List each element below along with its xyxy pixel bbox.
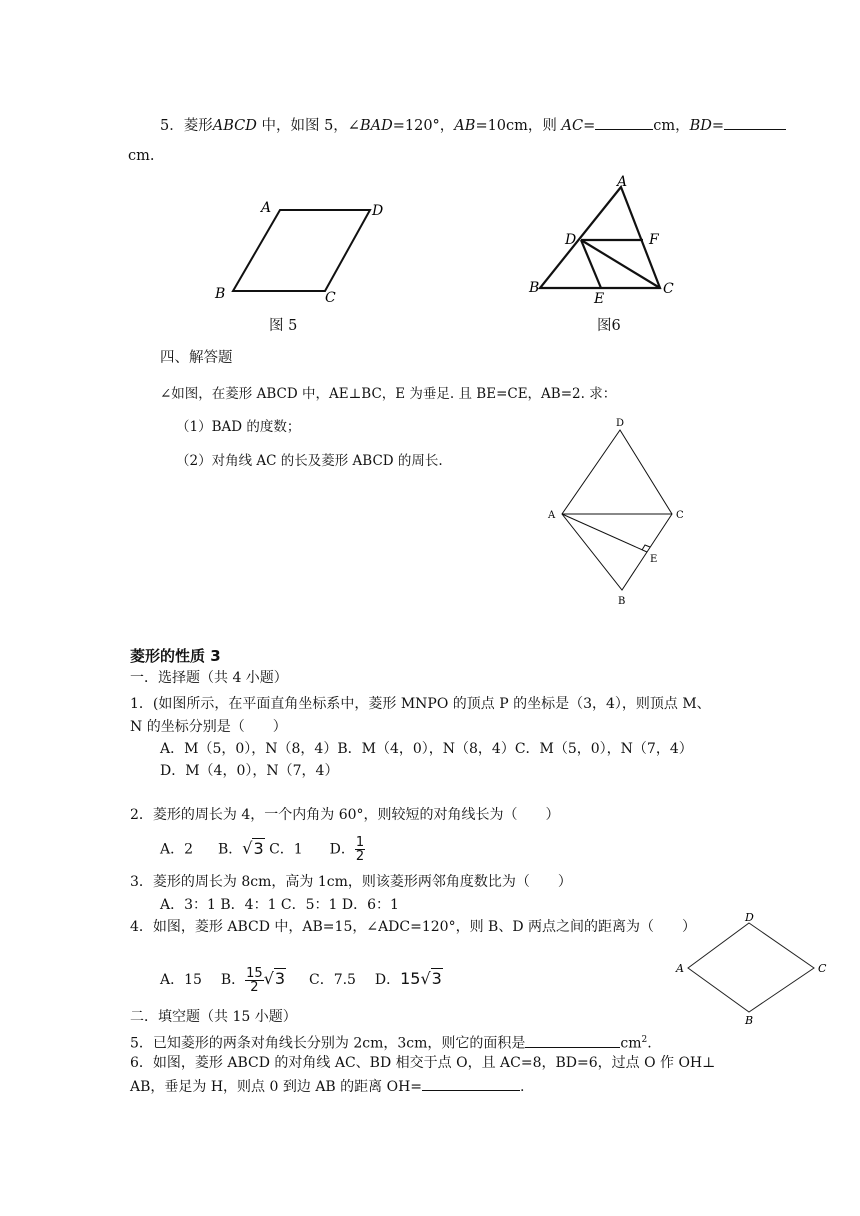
q5-fill-text: 5．已知菱形的两条对角线长分别为 2cm，3cm，则它的面积是 <box>130 1035 526 1052</box>
part3-q3-options: A．3：1 B．4：1 C．5：1 D．6：1 <box>160 897 399 913</box>
q2-option-c: C．1 <box>269 841 303 858</box>
fig5-label-b: B <box>215 286 226 302</box>
q4-label-b: B <box>745 1014 754 1027</box>
q4-label-d: D <box>745 911 754 924</box>
part3-q6-line1: 6．如图，菱形 ABCD 的对角线 AC、BD 相交于点 O，且 AC=8，BD=6，过点 O 作 OH⊥ <box>130 1055 716 1071</box>
q5-fill-blank[interactable] <box>525 1033 620 1048</box>
q5-fill-superscript: 2 <box>641 1035 648 1045</box>
part3-q5 <box>130 1030 652 1054</box>
part3-q2: 2．菱形的周长为 4，一个内角为 60°，则较短的对角线长为（ ） <box>130 807 560 823</box>
fig5-label-a: A <box>261 200 272 216</box>
fig6-triangle <box>540 187 660 288</box>
q5-top-line2: cm. <box>128 148 155 164</box>
q5-ab: AB <box>454 118 476 134</box>
q5-bd: BD <box>689 118 712 134</box>
fig5-label-c: C <box>325 290 336 306</box>
figure-6 <box>525 170 685 308</box>
q5-abcd: ABCD <box>212 118 257 134</box>
figure-rhombus-abcd <box>540 412 700 607</box>
q4-label-c: C <box>818 962 827 975</box>
section4-part1: （1）BAD 的度数； <box>176 419 301 435</box>
q5-fill-unit: cm <box>620 1035 642 1052</box>
q5-text1: 中，如图 5，∠ <box>256 118 360 134</box>
q2-option-b-sqrt: √3 <box>242 838 264 858</box>
part3-q2-options <box>160 836 365 863</box>
q5-eq2: = <box>711 118 725 134</box>
section4-problem: ∠如图，在菱形 ABCD 中，AE⊥BC，E 为垂足. 且 BE=CE，AB=2. 求： <box>160 386 617 402</box>
q5-fill-end: . <box>647 1035 652 1052</box>
fig6-label-e: E <box>594 291 605 307</box>
fig6-label-c: C <box>663 281 674 297</box>
q6-end: . <box>520 1079 525 1095</box>
fig6-caption: 图6 <box>597 318 621 334</box>
section4-heading: 四、解答题 <box>160 350 233 366</box>
part3-sec1: 一．选择题（共 4 小题） <box>130 670 288 686</box>
rhombus-outline <box>562 430 672 590</box>
q2-option-d-fraction: $\frac{1}{2}$ <box>355 835 365 864</box>
q6-text: AB，垂足为 H，则点 0 到边 AB 的距离 OH= <box>130 1079 423 1095</box>
q2-option-d: D． <box>329 841 355 858</box>
part3-q4: 4．如图，菱形 ABCD 中，AB=15，∠ADC=120°，则 B、D 两点之间的距离为（ ） <box>130 919 696 935</box>
q5-number: 5．菱形 <box>160 118 213 134</box>
rhombus-label-a: A <box>548 510 556 521</box>
fig5-label-d: D <box>372 203 384 219</box>
part3-q6-line2 <box>130 1076 524 1097</box>
part3-q1-line2: N 的坐标分别是（ ） <box>130 719 287 735</box>
part3-title: 菱形的性质 3 <box>130 647 221 665</box>
part3-sec2: 二．填空题（共 15 小题） <box>130 1009 297 1025</box>
section4-part2: （2）对角线 AC 的长及菱形 ABCD 的周长. <box>176 453 443 469</box>
rhombus-segment-ae <box>562 514 647 552</box>
q4-option-d-expr: 15√3 <box>400 969 442 988</box>
fig6-label-d: D <box>565 232 577 248</box>
q6-fill-blank[interactable] <box>422 1076 520 1091</box>
part3-q1-line1: 1．(如图所示，在平面直角坐标系中，菱形 MNPO 的顶点 P 的坐标是（3，4），则顶点 M、 <box>130 696 711 712</box>
part3-q3: 3．菱形的周长为 8cm，高为 1cm，则该菱形两邻角度数比为（ ） <box>130 874 572 890</box>
figure-q4-rhombus <box>670 905 840 1030</box>
q4-option-b-fraction: $\frac{15}{2}$ <box>246 965 263 995</box>
q5-eq1: = <box>583 118 596 134</box>
fig6-label-a: A <box>617 174 628 190</box>
q5-blank-bd[interactable] <box>724 115 786 130</box>
q5-bad: BAD <box>359 118 393 134</box>
q5-blank-ac[interactable] <box>595 115 653 130</box>
q5-text3: =10cm，则 <box>475 118 562 134</box>
fig6-label-f: F <box>649 232 659 248</box>
rhombus-label-b: B <box>618 596 626 607</box>
q5-text2: =120°， <box>392 118 455 134</box>
part3-q4-options <box>160 966 443 994</box>
q4-label-a: A <box>676 962 684 975</box>
rhombus-label-c: C <box>676 510 684 521</box>
q4-rhombus-outline <box>688 923 814 1012</box>
part3-q1-options-1: A．M（5，0），N（8，4）B．M（4，0），N（8，4）C．M（5，0），N（7，4） <box>160 741 693 757</box>
q2-option-a: A．2 <box>160 841 194 858</box>
q4-option-b-sqrt: √3 <box>263 969 286 988</box>
fig6-label-b: B <box>529 280 540 296</box>
rhombus-label-d: D <box>616 418 625 429</box>
fig5-caption: 图 5 <box>269 318 298 334</box>
q5-ac: AC <box>561 118 584 134</box>
fig5-rhombus <box>233 210 370 291</box>
part3-q1-options-2: D．M（4，0），N（7，4） <box>160 763 339 779</box>
figure-5 <box>205 195 385 310</box>
q4-option-d: D． <box>374 972 401 988</box>
q2-option-b: B． <box>217 841 243 858</box>
q5-unit1: cm， <box>653 118 690 134</box>
q4-option-c: C．7.5 <box>308 972 356 988</box>
q4-option-b: B． <box>220 972 246 988</box>
rhombus-label-e: E <box>650 554 658 565</box>
q4-option-a: A．15 <box>160 972 202 988</box>
q5-top-line1 <box>160 115 786 136</box>
